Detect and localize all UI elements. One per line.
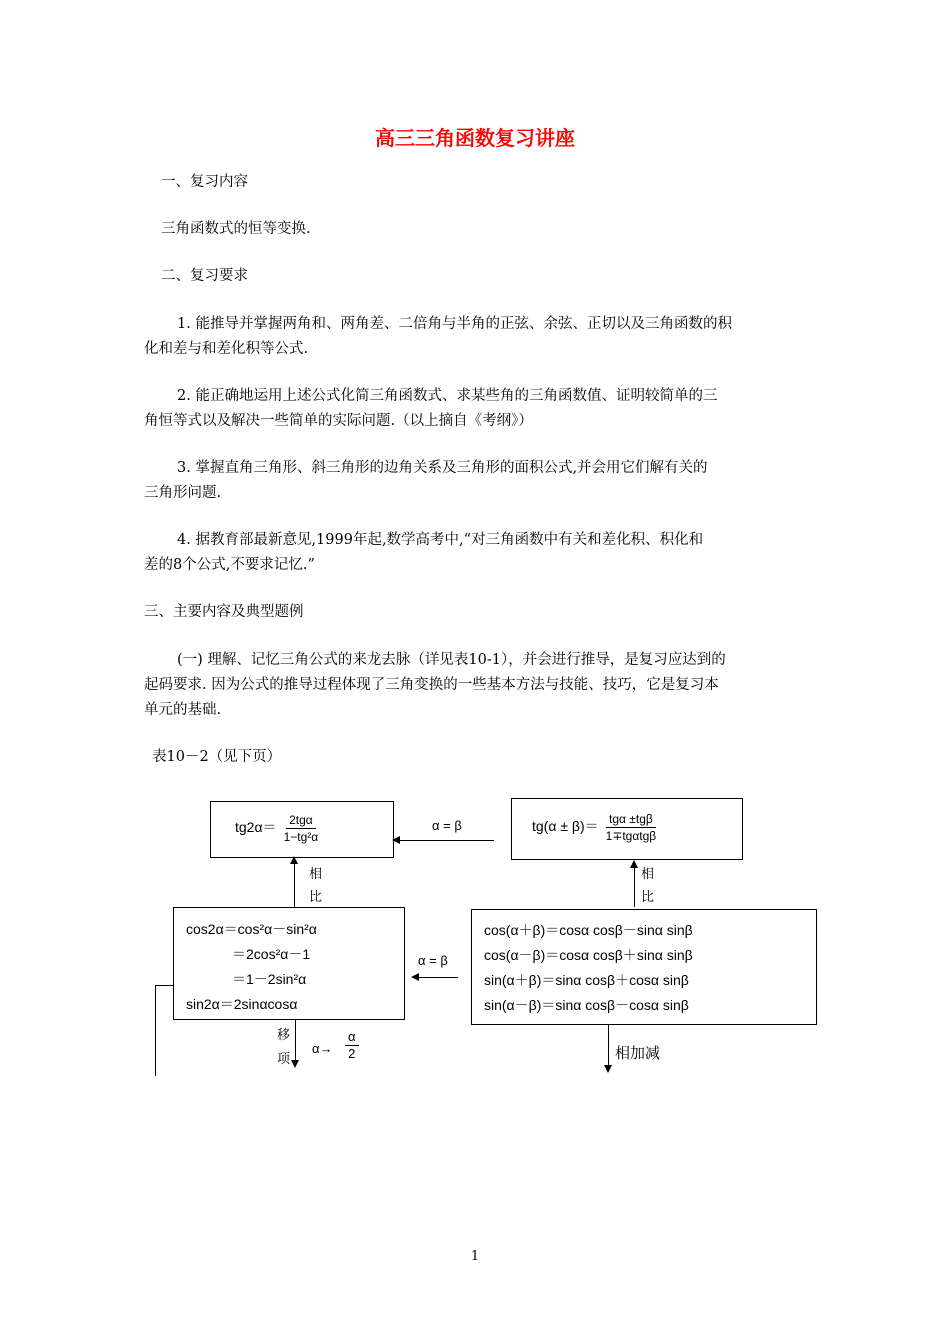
left-bracket-horizontal (155, 985, 173, 986)
half-numerator: α (345, 1029, 359, 1046)
arrow-mid-head (411, 973, 419, 981)
xiangbi-right-char-2: 比 (641, 889, 655, 904)
section-heading-requirements: 二、复习要求 (161, 268, 248, 284)
tg2-numerator: 2tgα (286, 812, 316, 829)
page-title: 高三三角函数复习讲座 (375, 126, 575, 150)
tgsum-denominator: 1∓tgαtgβ (605, 829, 657, 843)
xiangbi-right-char-1: 相 (641, 866, 655, 881)
arrow-top-line (398, 840, 494, 841)
sumdiff-line-1: cos(α＋β)＝cosα cosβ－sinα sinβ (484, 922, 693, 938)
requirement-1-line-2: 化和差与和差化积等公式. (144, 341, 309, 357)
double-angle-tangent-box (210, 801, 394, 858)
left-up-arrow-line (294, 862, 295, 907)
sum-difference-tangent-box (511, 798, 743, 860)
requirement-1-line-1: 1. 能推导并掌握两角和、两角差、二倍角与半角的正弦、余弦、正切以及三角函数的积 (177, 316, 732, 332)
requirement-3-line-2: 三角形问题. (144, 485, 222, 501)
cos2-line-3: ＝1－2sin²α (232, 971, 307, 987)
review-content-text: 三角函数式的恒等变换. (161, 221, 311, 237)
page-number: 1 (470, 1249, 480, 1264)
paragraph-1-line-1: (一) 理解、记忆三角公式的来龙去脉（详见表10-1），并会进行推导，是复习应达到的 (177, 652, 726, 668)
sumdiff-line-3: sin(α＋β)＝sinα cosβ＋cosα sinβ (484, 972, 689, 988)
sum-difference-box (471, 909, 817, 1025)
add-subtract-arrow-head (604, 1065, 612, 1073)
cos2-line-4: sin2α＝2sinαcosα (186, 996, 298, 1012)
shift-down-arrow-line (295, 1020, 296, 1062)
half-denominator: 2 (348, 1046, 356, 1061)
cos2-line-1: cos2α＝cos²α－sin²α (186, 921, 317, 937)
alpha-equals-beta-label-top: α = β (432, 818, 462, 833)
section-heading-main-content: 三、主要内容及典型题例 (144, 604, 304, 620)
right-up-arrow-line (634, 866, 635, 907)
tg2-lhs: tg2α＝ (235, 819, 277, 836)
requirement-2-line-2: 角恒等式以及解决一些简单的实际问题.（以上摘自《考纲》） (144, 413, 533, 429)
table-reference: 表10－2（见下页） (152, 749, 282, 765)
half-angle-arrow-label: α→ (312, 1041, 333, 1056)
requirement-4-line-1: 4. 据教育部最新意见,1999年起,数学高考中,“对三角函数中有关和差化积、积化和 (177, 532, 704, 548)
xiangjiajian-label: 相加减 (615, 1045, 661, 1062)
alpha-equals-beta-label-mid: α = β (418, 953, 448, 968)
sumdiff-line-2: cos(α－β)＝cosα cosβ＋sinα sinβ (484, 947, 693, 963)
tgsum-fraction (603, 811, 660, 844)
paragraph-1-line-3: 单元的基础. (144, 702, 222, 718)
paragraph-1-line-2: 起码要求. 因为公式的推导过程体现了三角变换的一些基本方法与技能、技巧，它是复习本 (144, 677, 719, 693)
yixiang-char-1: 移 (277, 1027, 291, 1042)
cos2-line-2: ＝2cos²α－1 (232, 946, 311, 962)
xiangbi-left-char-2: 比 (309, 889, 323, 904)
double-angle-box (173, 907, 405, 1020)
xiangbi-left-char-1: 相 (309, 866, 323, 881)
requirement-3-line-1: 3. 掌握直角三角形、斜三角形的边角关系及三角形的面积公式,并会用它们解有关的 (177, 460, 708, 476)
tgsum-lhs: tg(α ± β)＝ (532, 818, 599, 835)
shift-down-arrow-head (291, 1060, 299, 1068)
left-bracket-vertical (155, 985, 156, 1076)
requirement-2-line-1: 2. 能正确地运用上述公式化简三角函数式、求某些角的三角函数值、证明较简单的三 (177, 388, 718, 404)
left-up-arrow-head (290, 856, 298, 864)
tg2-denominator: 1−tg²α (283, 830, 319, 844)
half-angle-fraction (345, 1029, 359, 1062)
arrow-top-head (392, 836, 400, 844)
section-heading-review-content: 一、复习内容 (161, 174, 248, 190)
yixiang-char-2: 项 (277, 1051, 291, 1066)
add-subtract-arrow-line (608, 1025, 609, 1067)
requirement-4-line-2: 差的8个公式,不要求记忆.” (144, 557, 315, 573)
tg2-fraction (281, 812, 322, 845)
sumdiff-line-4: sin(α－β)＝sinα cosβ－cosα sinβ (484, 997, 689, 1013)
arrow-mid-line (418, 977, 458, 978)
tgsum-numerator: tgα ±tgβ (606, 811, 656, 828)
right-up-arrow-head (630, 860, 638, 868)
